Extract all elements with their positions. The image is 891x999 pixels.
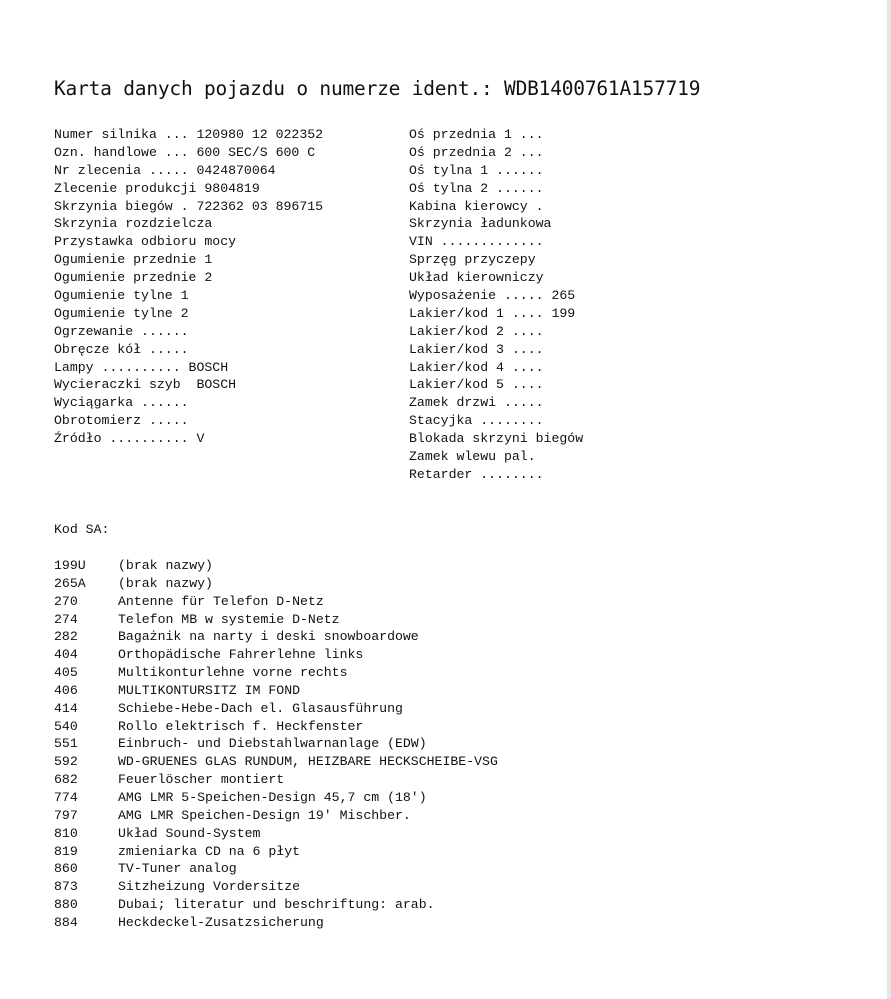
- sa-item-code: 199U: [54, 558, 86, 573]
- sa-item-description: AMG LMR Speichen-Design 19' Mischber.: [118, 807, 411, 823]
- sa-item-description: (brak nazwy): [118, 575, 213, 591]
- vehicle-field-right: Zamek wlewu pal.: [409, 449, 536, 465]
- sa-item-description: Telefon MB w systemie D-Netz: [118, 611, 340, 627]
- sa-item-code: 884: [54, 914, 78, 930]
- sa-item-code: 406: [54, 682, 78, 698]
- sa-item-code: 540: [54, 718, 78, 734]
- sa-item-description: Feuerlöscher montiert: [118, 772, 285, 788]
- vehicle-field-right: Lakier/kod 3 ....: [409, 341, 544, 357]
- sa-item-description: Multikonturlehne vorne rechts: [118, 665, 348, 681]
- vehicle-field-left: Źródło .......... V: [54, 431, 205, 447]
- vehicle-field-right: Oś tylna 2 ......: [409, 180, 544, 196]
- vehicle-field-right: Lakier/kod 2 ....: [409, 323, 544, 339]
- page-edge: [887, 0, 891, 999]
- vehicle-fields-left: [54, 126, 323, 448]
- sa-item-description: Schiebe-Hebe-Dach el. Glasausführung: [118, 700, 403, 716]
- sa-item-code: 873: [54, 879, 78, 895]
- vehicle-field-left: Ogrzewanie ......: [54, 323, 189, 339]
- vehicle-field-right: Wyposażenie ..... 265: [409, 288, 576, 304]
- vehicle-field-right: Retarder ........: [409, 466, 544, 482]
- page-title: Karta danych pojazdu o numerze ident.: WDB1400761A157719: [54, 77, 701, 100]
- vehicle-field-left: Wyciągarka ......: [54, 395, 189, 411]
- vehicle-field-left: Ogumienie przednie 2: [54, 270, 213, 286]
- sa-item-code: 404: [54, 647, 78, 663]
- vehicle-field-right: Oś przednia 2 ...: [409, 144, 544, 160]
- sa-item-code: 774: [54, 789, 78, 805]
- sa-item-description: TV-Tuner analog: [118, 861, 237, 877]
- sa-item-description: Einbruch- und Diebstahlwarnanlage (EDW): [118, 736, 427, 752]
- vehicle-field-right: Lakier/kod 1 .... 199: [409, 305, 576, 321]
- sa-item-code: 274: [54, 611, 78, 627]
- sa-item-code: 592: [54, 754, 78, 770]
- sa-item-code: 810: [54, 825, 78, 841]
- vehicle-field-right: Układ kierowniczy: [409, 270, 544, 286]
- sa-item-description: Układ Sound-System: [118, 825, 261, 841]
- sa-item-code: 282: [54, 629, 78, 645]
- sa-item-code: 797: [54, 807, 78, 823]
- sa-heading: Kod SA:: [54, 522, 110, 537]
- sa-item-code: 551: [54, 736, 78, 752]
- sa-item-description: WD-GRUENES GLAS RUNDUM, HEIZBARE HECKSCHEIBE-VSG: [118, 754, 498, 770]
- vehicle-field-right: Lakier/kod 5 ....: [409, 377, 544, 393]
- sa-item-description: Orthopädische Fahrerlehne links: [118, 647, 364, 663]
- vehicle-field-right: Oś tylna 1 ......: [409, 162, 544, 178]
- vehicle-field-left: Przystawka odbioru mocy: [54, 234, 237, 250]
- vehicle-field-right: Kabina kierowcy .: [409, 198, 544, 214]
- vehicle-field-left: Zlecenie produkcji 9804819: [54, 180, 260, 196]
- vehicle-field-left: Numer silnika ... 120980 12 022352: [54, 127, 324, 142]
- vehicle-field-right: Lakier/kod 4 ....: [409, 359, 544, 375]
- sa-item-description: Sitzheizung Vordersitze: [118, 879, 301, 895]
- vehicle-field-right: Stacyjka ........: [409, 413, 544, 429]
- vehicle-field-left: Lampy .......... BOSCH: [54, 359, 229, 375]
- sa-item-description: Antenne für Telefon D-Netz: [118, 593, 324, 609]
- vehicle-field-right: Blokada skrzyni biegów: [409, 431, 584, 447]
- vehicle-field-right: Sprzęg przyczepy: [409, 252, 536, 268]
- vehicle-field-left: Ogumienie tylne 2: [54, 305, 189, 321]
- vehicle-field-right: Skrzynia ładunkowa: [409, 216, 552, 232]
- sa-item-code: 682: [54, 772, 78, 788]
- sa-item-code: 265A: [54, 575, 86, 591]
- sa-item-code: 414: [54, 700, 78, 716]
- vehicle-field-right: Zamek drzwi .....: [409, 395, 544, 411]
- sa-item-description: MULTIKONTURSITZ IM FOND: [118, 682, 301, 698]
- vehicle-field-right: Oś przednia 1 ...: [409, 127, 544, 142]
- sa-item-description: AMG LMR 5-Speichen-Design 45,7 cm (18'): [118, 789, 427, 805]
- sa-item-description: Heckdeckel-Zusatzsicherung: [118, 914, 324, 930]
- sa-item-description: (brak nazwy): [118, 558, 213, 573]
- sa-item-description: Bagażnik na narty i deski snowboardowe: [118, 629, 419, 645]
- sa-item-code: 405: [54, 665, 78, 681]
- vehicle-field-left: Ozn. handlowe ... 600 SEC/S 600 C: [54, 144, 316, 160]
- vehicle-fields-right: [409, 126, 583, 484]
- sa-item-code: 819: [54, 843, 78, 859]
- vehicle-field-left: Wycieraczki szyb BOSCH: [54, 377, 237, 393]
- sa-item-code: 880: [54, 897, 78, 913]
- sa-item-code: 270: [54, 593, 78, 609]
- sa-item-description: zmieniarka CD na 6 płyt: [118, 843, 301, 859]
- sa-item-description: Rollo elektrisch f. Heckfenster: [118, 718, 364, 734]
- vehicle-field-left: Skrzynia rozdzielcza: [54, 216, 213, 232]
- sa-item-code: 860: [54, 861, 78, 877]
- vehicle-field-right: VIN .............: [409, 234, 544, 250]
- vehicle-field-left: Skrzynia biegów . 722362 03 896715: [54, 198, 324, 214]
- sa-item-description: Dubai; literatur und beschriftung: arab.: [118, 897, 435, 913]
- vehicle-field-left: Ogumienie przednie 1: [54, 252, 213, 268]
- vehicle-field-left: Obrotomierz .....: [54, 413, 189, 429]
- vehicle-field-left: Ogumienie tylne 1: [54, 288, 189, 304]
- vehicle-field-left: Obręcze kół .....: [54, 341, 189, 357]
- vehicle-field-left: Nr zlecenia ..... 0424870064: [54, 162, 276, 178]
